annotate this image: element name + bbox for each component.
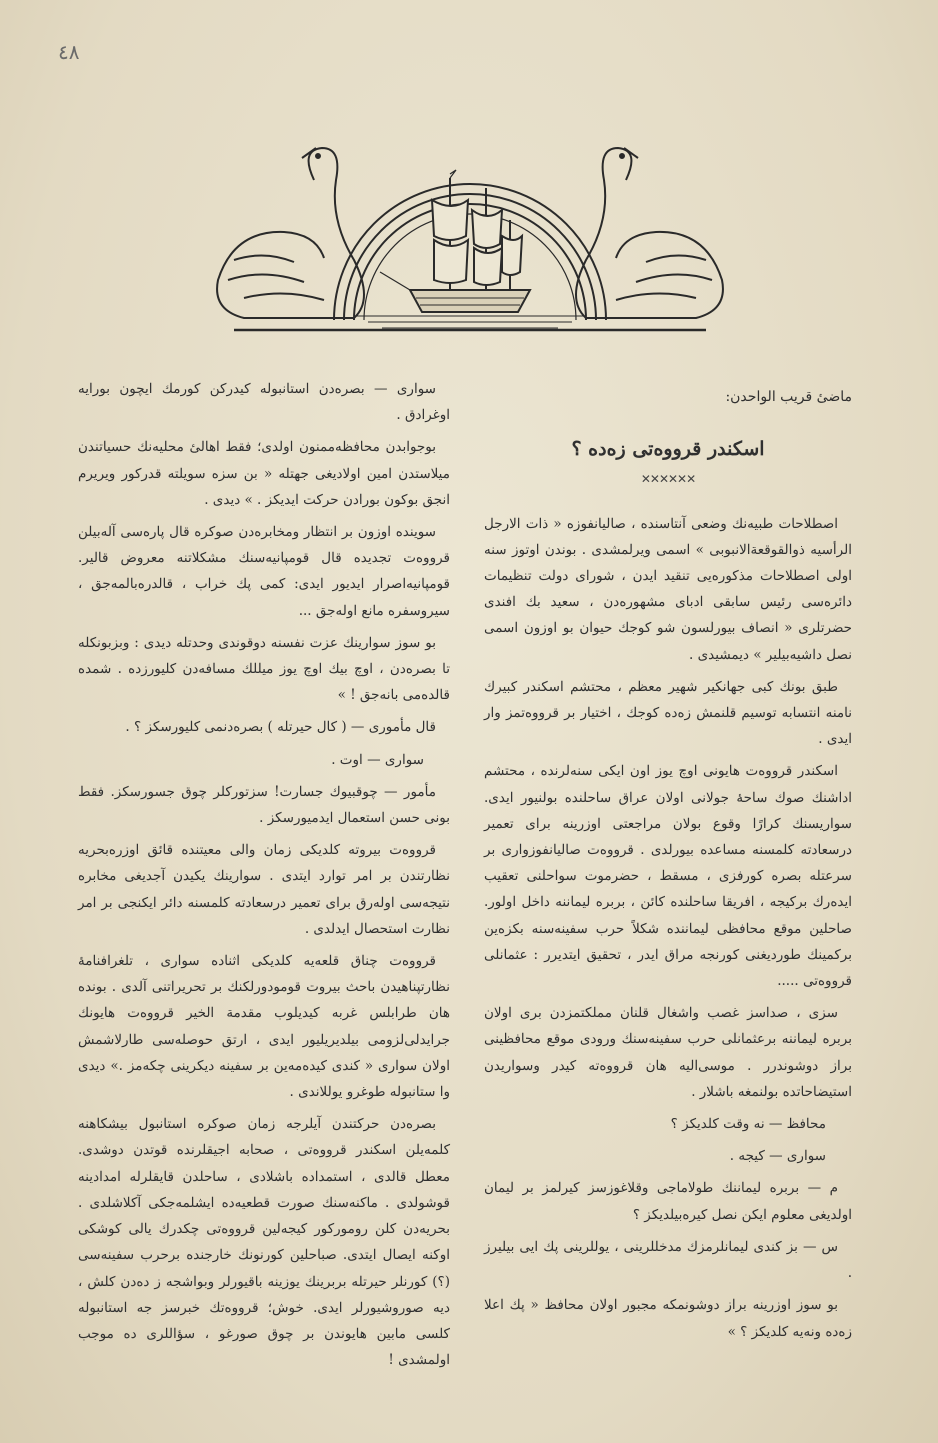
dialog-line: قال مأموری — ( کال حیرتله ) بصره‌دنمی کلیورسکز ؟ . [125,719,436,736]
left-column [78,376,450,1379]
paragraph: اصطلاحات طبیه‌نك وضعی آنتاسنده ، صالیانفوزه « ذات الارجل الرأسیه ذوالقوقعةالانبوبی » اسمی ویرلمشدی . بوندن اوتوز سنه اولی اصطلاحات مذکوره‌یی تنقید ایدن ، شورای دولت تنظیمات دائره‌سی رئیس سابقی ادبای مشهوره‌دن ، سعید بك افندی حضرتلری « انصاف بیورلسون شو کوجك حیوان بو اوزون اسمی نصل داشیه‌بیلیر » دیمشیدی . [484,515,852,663]
paragraph: بو سوز سوارینك عزت نفسنه دوقوندی وحدتله دیدی : وبزبونکله تا بصره‌دن ، اوچ بیك اوچ یوز میللك مسافه‌دن کلیورزده . شمده قالده‌می بانه‌جق ! » [78,634,450,704]
dialog-line: سواری — اوت . [331,751,424,768]
page-number: ٤٨ [58,40,80,64]
paragraph: قرووه‌ت بیروته کلدیکی زمان والی معیتنده قائق اوزره‌بحریه نظارتندن بر امر توارد ایتدی . سوارینك یکیدن آجدیغی مخابره نتیجه‌سی اوله‌رق برای تعمیر درسعادته کلمسنه دائر ایکنجی بر امر نظارت استحصال ایدلدی . [78,842,450,937]
dialog-line: س — بز کندی لیمانلرمزك مدخللرینی ، یوللرینی پك ایی بیلیرز . [484,1238,852,1282]
ship-and-swans-illustration [204,140,736,340]
paragraph: بصره‌دن حرکتندن آیلرجه زمان صوکره استانبول بیشکاهنه کلمه‌یلن اسکندر قرووه‌تی ، صحابه اجیقلرنده قوتدن دوشدی. معطل قالدی ، استمداده باشلادی ، ساحلدن قایقلرله امدادینه قوشولدی . ماکنه‌سنك صورت قطعیه‌ده ایشلمه‌جکی آکلاشلدی . بحریه‌دن کلن رومورکور کیجه‌لین قرووه‌تی چکدرك یالی کوشکی اوکنه ایصال ایتدی. صباحلین کورنونك خارجنده برحرب سفینه‌سی (؟) کورنلر حیرتله بربرینك یوزینه باقیورلر وبواشجه ز ده‌دن کلش ، دیه صوروشیورلر ایدی. خوش؛ قرووه‌تك خبرسز جه استانبوله کلسی مابین هایوندن بر چوق صورغو ، سؤاللری ده موجب اولمشدی ! [78,1116,450,1369]
paragraph: سواری — بصره‌دن استانبوله کیدرکن کورمك ایچون بورایه اوغرادق . [78,381,450,424]
dialog-line: مأمور — چوقبیوك جسارت! سزتورکلر چوق جسورسکز. فقط بونی حسن استعمال ایدمیورسکز . [78,783,450,827]
left-swan-icon [217,148,364,318]
paragraph: طبق بونك کبی جهانکیر شهیر معظم ، محتشم اسکندر کبیرك نامنه انتسابه توسیم قلنمش زه‌ده کوجك ، اختیار بر قرووه‌تمز وار ایدی . [484,678,852,748]
article-title: اسکندر قرووه‌تی زه‌ده ؟ [571,438,765,461]
section-label: ماضیٔ قریب الواحدن: [725,389,852,405]
paragraph: اسکندر قرووه‌ت هایونی اوچ یوز اون ایکی سنه‌لرنده ، محتشم اداشنك صوك ساحهٔ جولانی اولان عراق ساحلنده بولنیور ایدی. سواریسنك کرارًا وقوع بولان مراجعتی اوزرینه برای تعمیر درسعادته کلمسنه مساعده بیورلدی . قرووه‌ت صالیانفوزواری بر سرعتله بصره کورفزی ، مسقط ، حضرموت سواحلنی تعقیب ایده‌رك برکیجه ، افریقا ساحلنده کائن ، بربره لیماننه داخل اولور. صاحلین موقع محافظی لیماننده شکلاً حرب سفینه‌سنه بکزه‌ین برکمینك طوردیغنی کورنجه مراق ایدر ، تحقیق ایتدیرر : عثمانلی قرووه‌تی ..... [484,763,852,990]
paragraph: سزی ، صداسز غصب واشغال قلنان مملکتمزدن بری اولان بربره لیماننه برعثمانلی حرب سفینه‌سنك ورودی موقع محافظینی براز دوشوندرر . موسی‌الیه هان قرووه‌ته کیدر وسواریدن استیضاحاتده بولنمغه باشلار . [484,1005,852,1100]
dialog-line: بو سوز اوزرینه براز دوشونمکه مجبور اولان محافظ « پك اعلا زه‌ده ونه‌یه کلدیکز ؟ » [484,1297,852,1340]
dialog-line: محافظ — نه وقت کلدیکز ؟ [670,1116,826,1133]
paragraph: بوجوابدن محافظه‌ممنون اولدی؛ فقط اهالیٔ محلیه‌نك حسیاتندن میلاستدن امین اولادیغی جهتله « بن سزه سویلته قدرکور ویریرم انجق بوکون بورادن حرکت ایدیکز . » دیدی . [78,439,450,508]
dialog-line: سواری — کیجه . [729,1148,826,1165]
right-column [484,384,852,1351]
sailing-ship-icon [380,170,530,312]
dialog-line: م — بربره لیماننك طولاماجی وقلاغوزسز کیرلمز بر لیمان اولدیغی معلوم ایکن نصل کیره‌بیلدیکز ؟ [484,1180,852,1223]
right-swan-icon [576,148,723,318]
paragraph: سوینده اوزون بر انتظار ومخابره‌دن صوکره قال پاره‌سی آله‌بیلن قرووه‌ت تجدیده قال قومپانیه‌سنك مشکلاتنه معروض قالیر. قومپانیه‌اصرار ایدیور ایدی: کمی پك خراب ، قالدره‌بالمه‌جق ، سیروسفره مانع اوله‌جق ... [78,524,450,619]
paragraph: قرووه‌ت چناق قلعه‌یه کلدیکی اثناده سواری ، تلغرافنامهٔ نظارتپناهیدن باحث بیروت قومودورلکنك بر تحریراتنی آلدی . بونده هان طرابلس غربه کیدیلوب مقدمة الخیر قرووه‌ت هایونك جرایدلی‌لزومی بیلدیریلیور ایدی ، ارتق حوصله‌سی طارلاشمش اولان سواری « کندی کیده‌مه‌ین بر سفینه دیکرینی چکه‌مز .» دیدی وا ستانبوله طوغرو یوللاندی . [78,953,450,1101]
title-ornament: ✕✕✕✕✕✕ [640,472,696,487]
